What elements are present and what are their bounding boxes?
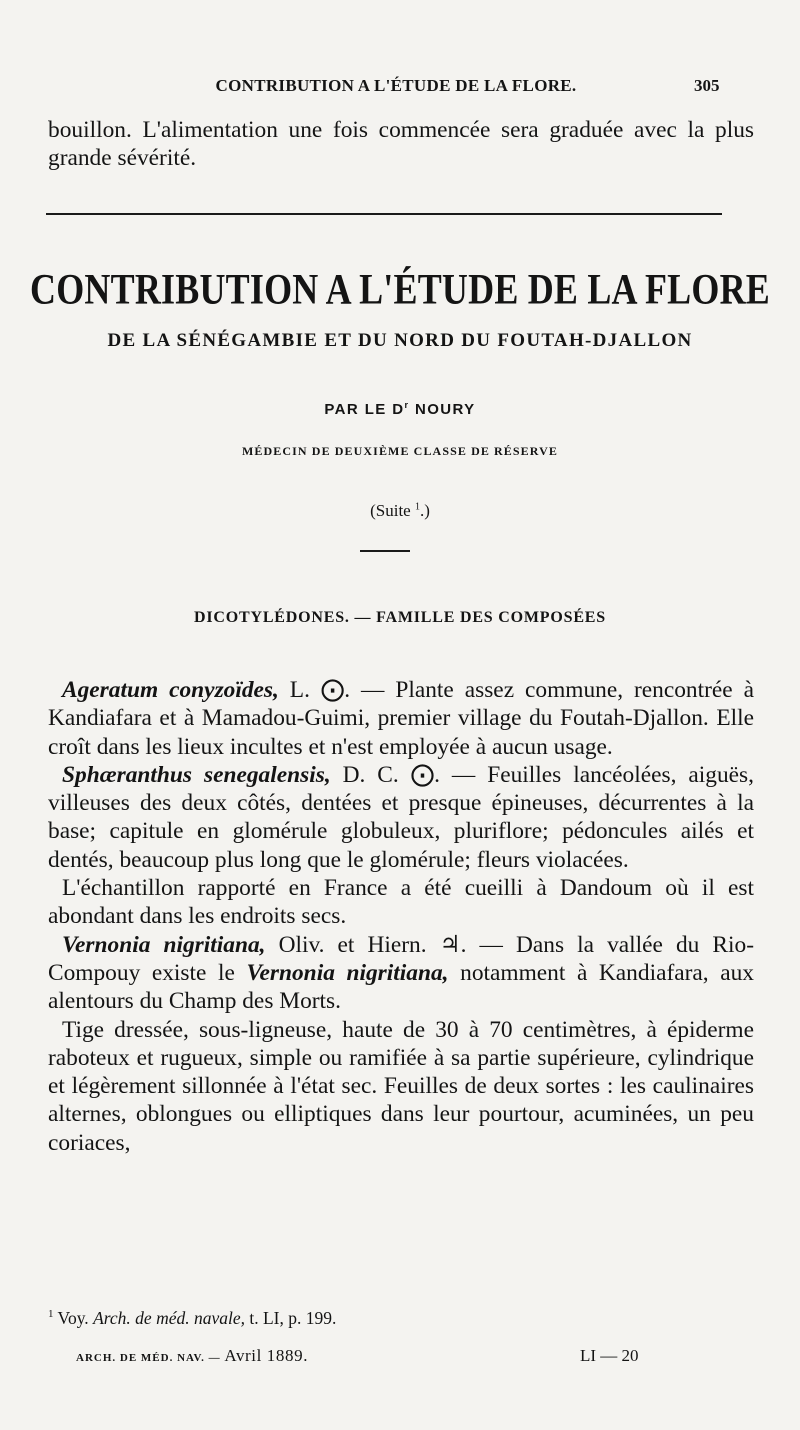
section-heading: DICOTYLÉDONES. — FAMILLE DES COMPOSÉES xyxy=(194,609,606,626)
annual-symbol-icon: ⨀ xyxy=(410,761,435,788)
author-affiliation: MÉDECIN DE DEUXIÈME CLASSE DE RÉSERVE xyxy=(242,444,558,458)
species-name: Sphæranthus senegalensis, xyxy=(62,761,331,788)
entry-sphaeranthus xyxy=(48,761,754,874)
footnote-ref: t. LI, p. 199. xyxy=(245,1308,337,1328)
entry-vernonia xyxy=(48,931,754,1016)
perennial-symbol-icon: ♃ xyxy=(439,931,461,958)
signature-mark: LI — 20 xyxy=(580,1346,639,1365)
species-name: Vernonia nigritiana, xyxy=(62,931,266,958)
author-name: NOURY xyxy=(414,401,476,418)
short-divider xyxy=(360,550,410,552)
suite-note xyxy=(0,501,800,521)
species-authority: L. xyxy=(278,677,321,703)
entry-text: . — Plante assez commune, rencontrée à Kandiafara et à Mamadou-Guimi, premier village du Foutah-Djallon. Elle croît dans les lieux incultes et n'est employée à aucun usage. xyxy=(48,677,754,760)
suite-footnote-ref: 1 xyxy=(414,501,420,513)
species-name: Ageratum conyzoïdes, xyxy=(62,677,279,703)
previous-article-end: bouillon. L'alimentation une fois commencée sera graduée avec la plus grande sévérité. xyxy=(48,117,754,172)
entry-text-a: . — Dans la vallée du Rio-Compouy existe le xyxy=(48,931,755,986)
suite-close: .) xyxy=(419,501,430,520)
entry-specimen-note: L'échantillon rapporté en France a été cueilli à Dandoum où il est abondant dans les endroits secs. xyxy=(48,875,754,930)
imprint-line xyxy=(76,1346,308,1366)
article-subtitle: DE LA SÉNÉGAMBIE ET DU NORD DU FOUTAH-DJALLON xyxy=(107,330,693,351)
entry-text-b: notamment à Kandiafara, aux alentours du Champ des Morts. xyxy=(48,959,755,1015)
footnote-journal: Arch. de méd. navale, xyxy=(93,1308,245,1328)
species-entries xyxy=(48,676,754,1157)
author-line xyxy=(0,400,800,418)
author-title-sup: r xyxy=(404,400,410,410)
page-number: 305 xyxy=(694,76,720,95)
species-name-inline: Vernonia nigritiana, xyxy=(246,959,449,986)
suite-text: (Suite xyxy=(370,501,411,520)
imprint-abbrev: ARCH. DE MÉD. NAV. — xyxy=(76,1352,225,1364)
entry-description: Tige dressée, sous-ligneuse, haute de 30 à 70 centimètres, à épiderme raboteux et rugueux, simple ou ramifiée à sa partie supérieure, cylindrique et légèrement sillonnée à l'état sec. Feuilles de deux sortes : les caulinaires alternes, oblongues ou elliptiques dans leur pourtour, acuminées, un peu coriaces, xyxy=(48,1016,754,1156)
footnote-prefix: Voy. xyxy=(53,1308,94,1328)
footnote xyxy=(48,1308,336,1329)
footnote-marker: 1 xyxy=(48,1308,54,1321)
section-divider xyxy=(46,213,722,215)
imprint-date: Avril 1889. xyxy=(224,1346,309,1365)
species-authority: Oliv. et Hiern. xyxy=(265,931,440,958)
entry-text: . — Feuilles lancéolées, aiguës, villeuses des deux côtés, dentées et presque épineuses, décurrentes à la base; capitule en glomérule globuleux, pluriflore; pédoncules ailés et dentés, beaucoup plus long que le glomérule; fleurs violacées. xyxy=(48,761,755,873)
running-head: CONTRIBUTION A L'ÉTUDE DE LA FLORE. xyxy=(215,76,577,95)
entry-ageratum xyxy=(48,676,754,761)
species-authority: D. C. xyxy=(330,761,411,788)
author-prefix: PAR LE D xyxy=(324,401,405,418)
article-title: CONTRIBUTION A L'ÉTUDE DE LA FLORE xyxy=(30,265,770,314)
annual-symbol-icon: ⨀ xyxy=(320,677,345,703)
